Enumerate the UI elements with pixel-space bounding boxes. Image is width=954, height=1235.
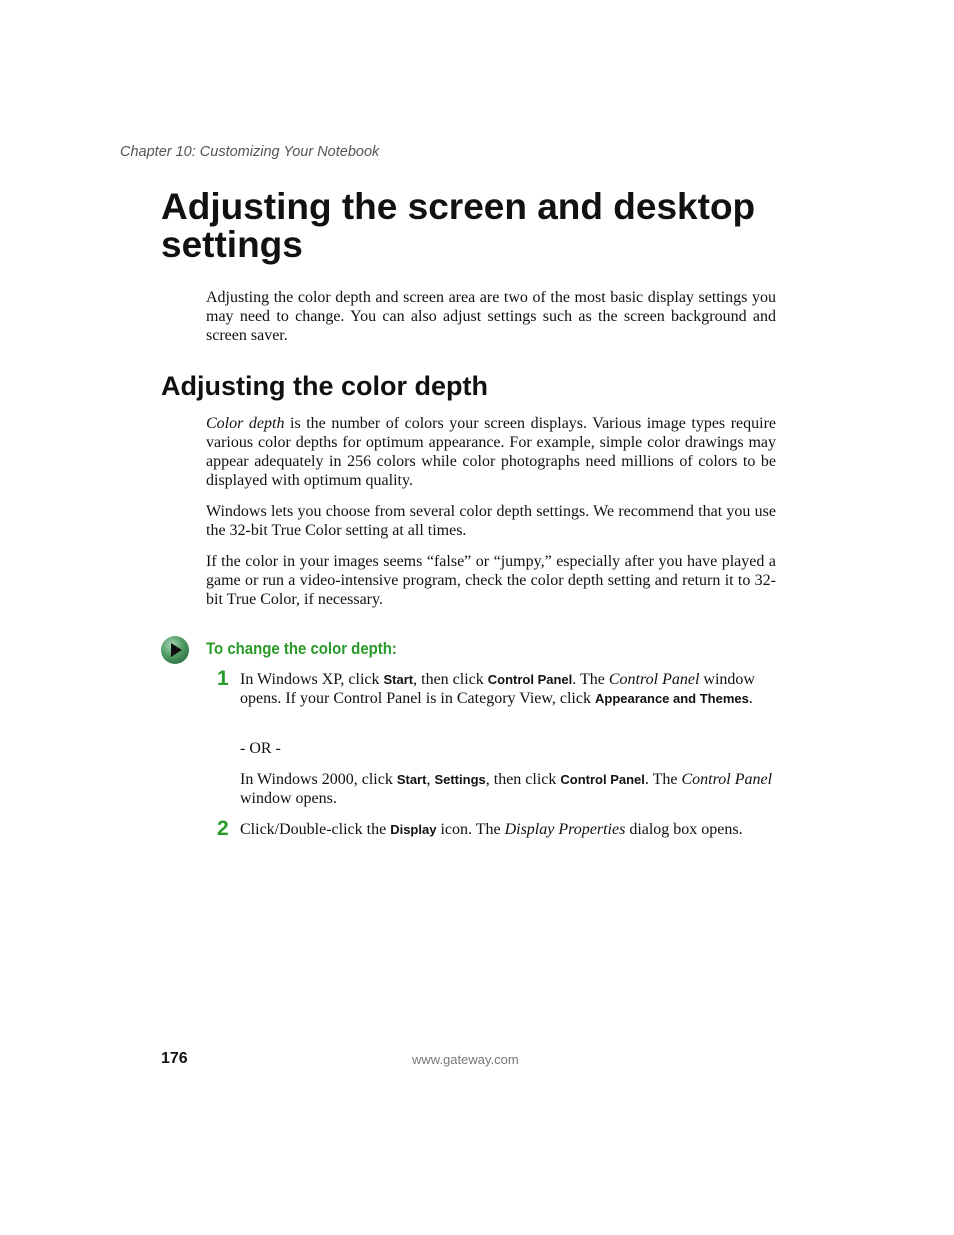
step-2-text: Click/Double-click the Display icon. The Display Properties dialog box opens. [240, 821, 743, 838]
section-heading: Adjusting the color depth [161, 371, 488, 401]
ui-appearance-and-themes: Appearance and Themes [594, 691, 749, 706]
procedure-arrow-icon [161, 636, 189, 664]
ui-control-panel: Control Panel [487, 672, 573, 687]
step-number-2: 2 [217, 817, 229, 840]
color-depth-paragraph [206, 414, 776, 490]
step-1-text: In Windows XP, click Start, then click Control Panel. The Control Panel window opens. If your Control Panel is in Category View, click Appearance and Themes. [240, 671, 755, 707]
step-number-1: 1 [217, 667, 229, 690]
recommendation-paragraph: Windows lets you choose from several color depth settings. We recommend that you use the 32-bit True Color setting at all times. [206, 503, 776, 539]
ui-settings: Settings [434, 772, 486, 787]
ui-start: Start [383, 672, 414, 687]
procedure-title: To change the color depth: [206, 639, 397, 658]
step-1-or: - OR - [240, 740, 281, 757]
ui-start: Start [396, 772, 427, 787]
color-depth-definition: is the number of colors your screen displays. Various image types require various color depths for optimum appearance. For example, simple color drawings may appear adequately in 256 colors while color photographs need millions of colors to be displayed with optimum quality. [206, 415, 777, 489]
footer-url: www.gateway.com [412, 1052, 519, 1067]
ui-control-panel: Control Panel [560, 772, 645, 787]
step-1-alt-text: In Windows 2000, click Start, Settings, then click Control Panel. The Control Panel window opens. [240, 771, 773, 807]
term-color-depth: Color depth [206, 415, 285, 432]
page-number: 176 [161, 1050, 188, 1067]
ui-display: Display [390, 822, 437, 837]
page-title: Adjusting the screen and desktop settings [161, 186, 756, 265]
intro-paragraph: Adjusting the color depth and screen area are two of the most basic display settings you may need to change. You can also adjust settings such as the screen background and screen saver. [206, 289, 776, 344]
running-head: Chapter 10: Customizing Your Notebook [120, 144, 380, 160]
troubleshoot-paragraph: If the color in your images seems “false” or “jumpy,” especially after you have played a game or run a video-intensive program, check the color depth setting and return it to 32-bit True Color, if necessary. [206, 553, 776, 608]
